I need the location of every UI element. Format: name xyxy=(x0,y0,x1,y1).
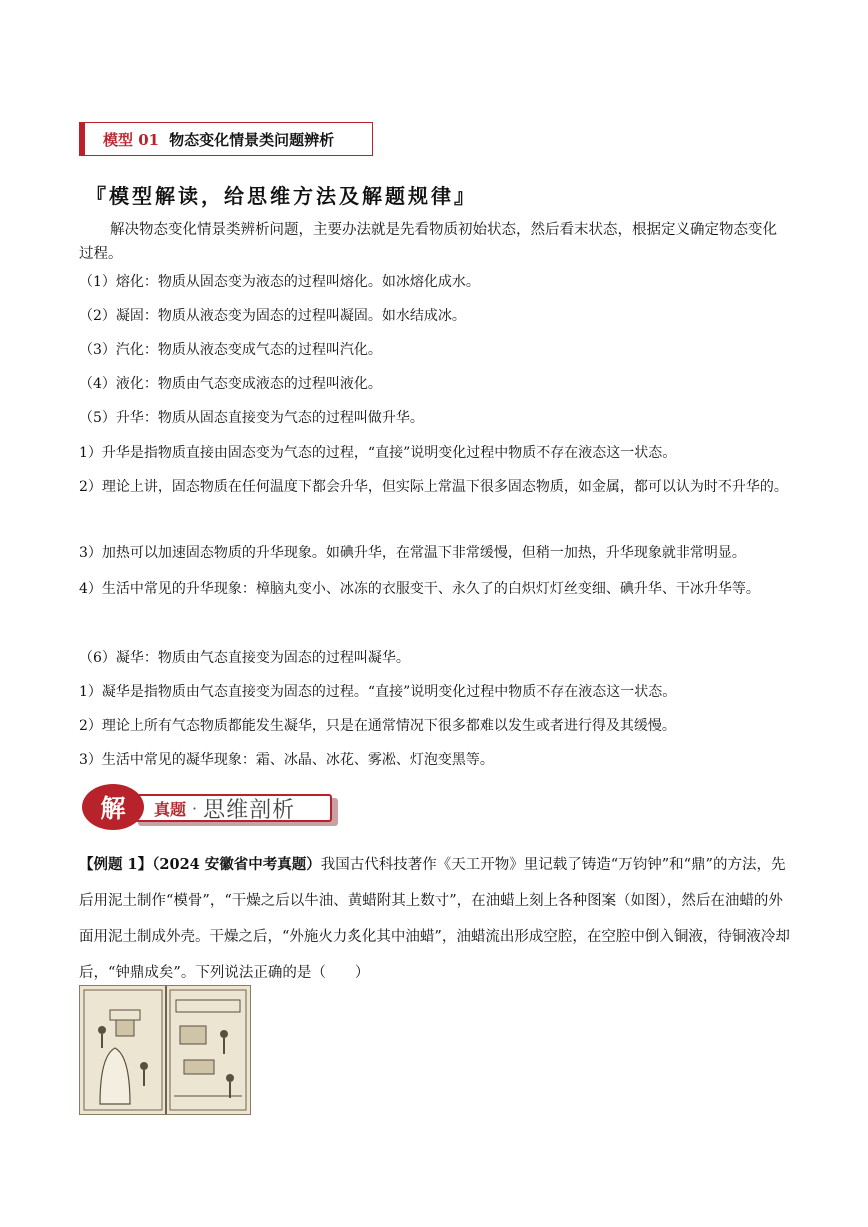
banner-keyword: 真题 xyxy=(154,799,187,819)
model-number: 模型 01 xyxy=(103,130,160,149)
example-text: 我国古代科技著作《天工开物》里记载了铸造“万钧钟”和“鼎”的方法，先后用泥土制作“模骨”，“干燥之后以牛油、黄蜡附其上数寸”，在油蜡上刻上各种图案（如图），然后在油蜡的外面用泥土制成外壳。干燥之后，“外施火力炙化其中油蜡”，油蜡流出形成空腔，在空腔中倒入铜液，待铜液冷却后，“钟鼎成矣”。下列说法正确的是（ ） xyxy=(79,857,790,981)
banner-dot: · xyxy=(192,798,198,818)
deposition-note-2: 2）理论上所有气态物质都能发生凝华，只是在通常情况下很多都难以发生或者进行得及其缓慢。 xyxy=(79,718,676,734)
sublimation-note-2: 2）理论上讲，固态物质在任何温度下都会升华，但实际上常温下很多固态物质，如金属，都可以认为时不升华的。 xyxy=(79,479,788,495)
example-1 xyxy=(79,847,791,991)
sublimation-note-3: 3）加热可以加速固态物质的升华现象。如碘升华，在常温下非常缓慢，但稍一加热，升华现象就非常明显。 xyxy=(79,545,746,561)
banner-circle: 解 xyxy=(82,784,144,830)
item-sublimation: （5）升华：物质从固态直接变为气态的过程叫做升华。 xyxy=(79,410,424,426)
model-title-box xyxy=(79,122,373,156)
item-liquefaction: （4）液化：物质由气态变成液态的过程叫液化。 xyxy=(79,376,382,392)
example-tag: 【例题 1】（2024 安徽省中考真题） xyxy=(79,856,321,873)
model-title: 物态变化情景类问题辨析 xyxy=(169,130,335,149)
item-vaporization: （3）汽化：物质从液态变成气态的过程叫汽化。 xyxy=(79,342,382,358)
item-solidification: （2）凝固：物质从液态变为固态的过程叫凝固。如水结成冰。 xyxy=(79,308,466,324)
banner-subtitle: 思维剖析 xyxy=(203,797,296,823)
banner-bar xyxy=(132,794,332,822)
deposition-note-3: 3）生活中常见的凝华现象：霜、冰晶、冰花、雾凇、灯泡变黑等。 xyxy=(79,752,494,768)
sublimation-note-4: 4）生活中常见的升华现象：樟脑丸变小、冰冻的衣服变干、永久了的白炽灯灯丝变细、碘升华、干冰升华等。 xyxy=(79,581,760,597)
item-melting: （1）熔化：物质从固态变为液态的过程叫熔化。如冰熔化成水。 xyxy=(79,274,480,290)
book-illustration xyxy=(79,985,251,1115)
sublimation-note-1: 1）升华是指物质直接由固态变为气态的过程，“直接”说明变化过程中物质不存在液态这一状态。 xyxy=(79,445,677,461)
exam-banner xyxy=(82,784,338,830)
intro-paragraph: 解决物态变化情景类辨析问题，主要办法就是先看物质初始状态，然后看末状态，根据定义确定物态变化过程。 xyxy=(79,222,777,262)
illustration-drawing xyxy=(80,986,250,1114)
deposition-note-1: 1）凝华是指物质由气态直接变为固态的过程。“直接”说明变化过程中物质不存在液态这一状态。 xyxy=(79,684,677,700)
item-deposition: （6）凝华：物质由气态直接变为固态的过程叫凝华。 xyxy=(79,650,410,666)
section-title: 『模型解读，给思维方法及解题规律』 xyxy=(86,184,477,208)
